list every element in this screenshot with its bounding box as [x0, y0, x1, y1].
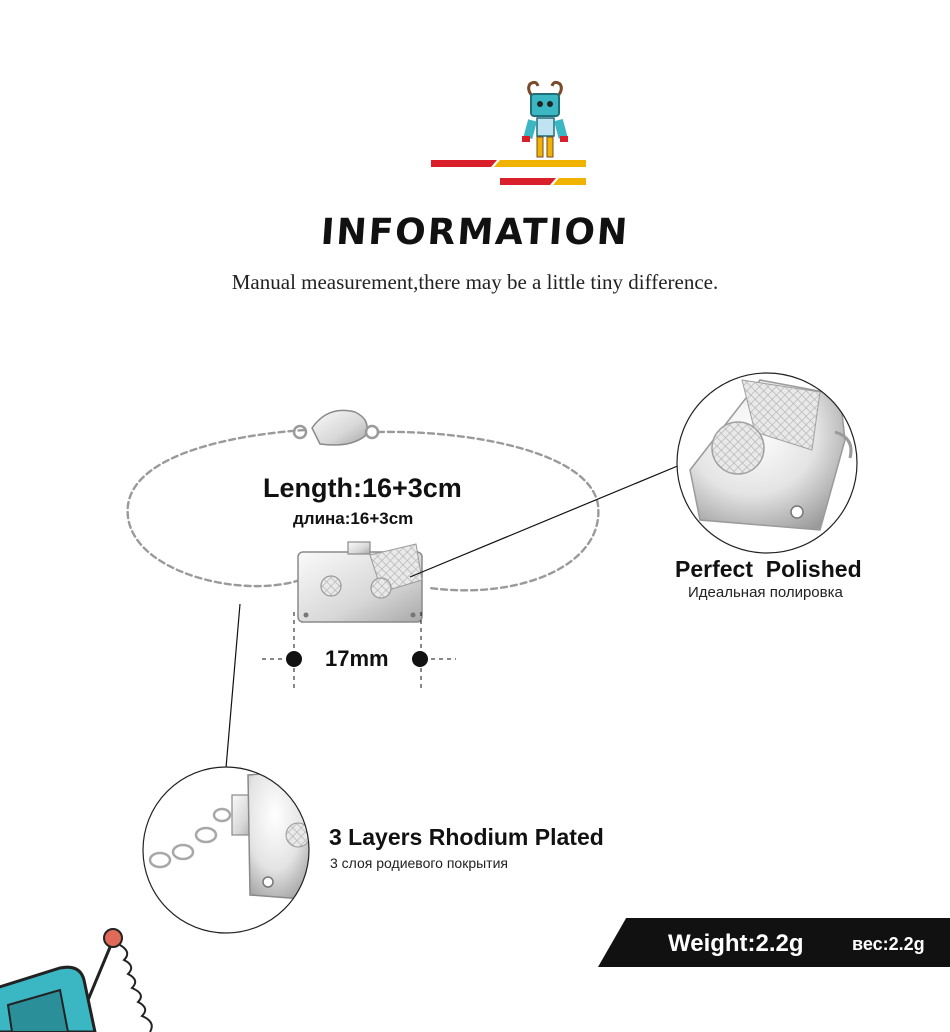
decorative-stripes	[431, 160, 586, 185]
weight-label-ru: вес:2.2g	[852, 934, 925, 954]
feature-rhodium-subtitle: 3 слоя родиевого покрытия	[330, 855, 508, 871]
measure-dot-left	[286, 651, 302, 667]
robot-logo-icon	[522, 82, 568, 157]
zoom-polished	[670, 370, 870, 570]
measure-dot-right	[412, 651, 428, 667]
pendant	[298, 542, 422, 622]
leader-line-bottom	[226, 604, 240, 768]
zoom-rhodium	[140, 765, 315, 940]
pendant-width-label: 17mm	[325, 646, 389, 671]
robot-corner-icon	[0, 929, 152, 1032]
length-label-ru: длина:16+3cm	[293, 509, 414, 528]
weight-label: Weight:2.2g	[668, 930, 804, 957]
feature-polished-subtitle: Идеальная полировка	[688, 584, 843, 601]
page-subtitle: Manual measurement,there may be a little tiny difference.	[231, 270, 719, 294]
length-label: Length:16+3cm	[263, 473, 462, 503]
clasp	[294, 410, 378, 445]
page-title: INFORMATION	[319, 212, 631, 253]
feature-polished-title: Perfect Polished	[675, 556, 862, 582]
feature-rhodium-title: 3 Layers Rhodium Plated	[329, 824, 604, 850]
